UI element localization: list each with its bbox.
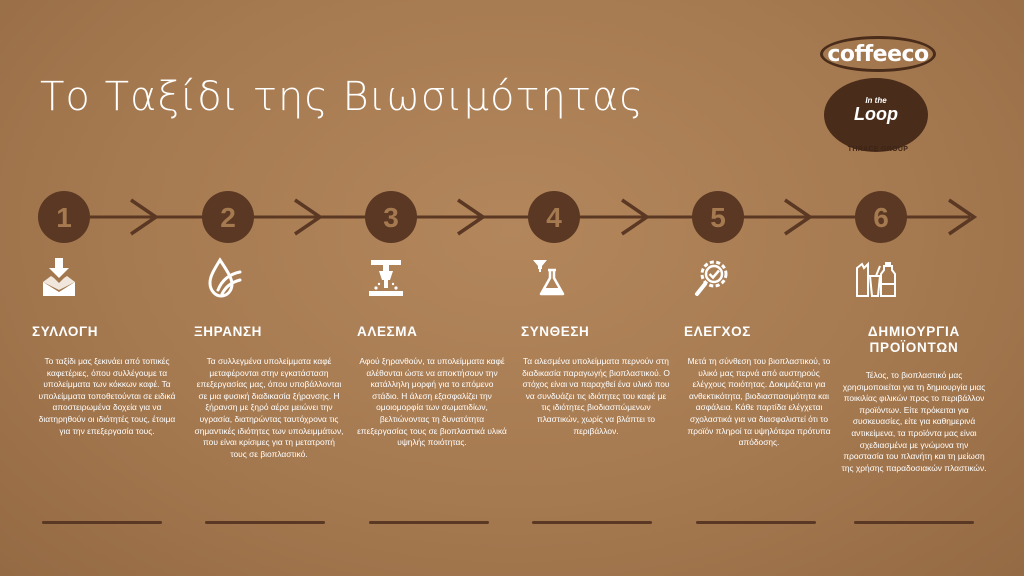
step-4 [521,256,671,437]
step-title-5: ΕΛΕΓΧΟΣ [684,324,751,339]
step-title-3: ΑΛΕΣΜΑ [357,324,418,339]
step-circle-5 [692,191,744,243]
drying-drop-icon [204,256,244,300]
logo-brand: coffeeco [827,42,929,67]
step-2 [194,256,344,460]
step-circle-3 [365,191,417,243]
step-title-4: ΣΥΝΘΕΣΗ [521,324,590,339]
step-title-1: ΣΥΛΛΟΓΗ [32,324,99,339]
step-rule-5 [696,521,816,524]
step-text-2: Τα συλλεγμένα υπολείμματα καφέ μεταφέρονται στην εγκατάσταση επεξεργασίας μας, όπου υποβάλλονται σε μια φυσική διαδικασία ξήρανσης. Η ξήρανση με ξηρό αέρα μειώνει την υγρασία, διατηρώντας ταυτόχρονα τις σημαντικές ιδιότητες των υπολειμμάτων, που είναι κρίσιμες για τη μετατροπή τους σε βιοπλαστικό. [194,356,344,459]
gear-check-magnifier-icon [692,256,736,300]
step-text-5: Μετά τη σύνθεση του βιοπλαστικού, το υλικό μας περνά από αυστηρούς ελέγχους ποιότητας. Δοκιμάζεται για ανθεκτικότητα, βιοδιασπασιμότητα και ασφάλεια. Κάθε παρτίδα ελέγχεται σχολαστικά για να διασφαλιστεί ότι το προϊόν πληροί τα υψηλότερα πρότυπα απόδοσης. [687,356,831,448]
step-circle-2 [202,191,254,243]
step-number-2: 2 [220,202,236,233]
step-text-1: Το ταξίδι μας ξεκινάει από τοπικές καφετέριες, όπου συλλέγουμε τα υπολείμματα των κόκκων καφέ. Τα υπολείμματα τοποθετούνται σε ειδικά αποστειρωμένα δοχεία για να διατηρηθούν οι ιδιότητές τους, έτοιμα για την επεξεργασία τους. [38,356,176,436]
coffeeco-logo [818,34,938,164]
lab-flask-icon [529,256,569,300]
step-text-3: Αφού ξηρανθούν, τα υπολείμματα καφέ αλέθονται ώστε να αποκτήσουν την κατάλληλη μορφή για το επόμενο στάδιο. Η άλεση εξασφαλίζει την ομοιομορφία των σωματιδίων, βελτιώνοντας τη δυνατότητα επεξεργασίας τους σε βιοπλαστικά υλικά υψηλής ποιότητας. [357,356,507,448]
step-circle-6 [855,191,907,243]
step-1 [32,256,182,437]
step-rule-2 [205,521,325,524]
step-title-6: ΔΗΜΙΟΥΡΓΙΑ ΠΡΟΪΟΝΤΩΝ [867,324,961,355]
step-6 [840,256,988,474]
step-title-2: ΞΗΡΑΝΣΗ [194,324,262,339]
step-text-6: Τέλος, το βιοπλαστικό μας χρησιμοποιείται για τη δημιουργία μιας ποικιλίας φιλικών προς το περιβάλλον προϊόντων. Είτε πρόκειται για συσκευασίες, είτε για καθημερινά αντικείμενα, τα προϊόντα μας είναι σχεδιασμένα με γνώμονα την προστασία του πλανήτη και τη μείωση της χρήσης παραδοσιακών πλαστικών. [841,370,987,473]
products-bottles-icon [854,256,902,300]
step-circle-1 [38,191,90,243]
inbox-down-arrow-icon [40,256,80,300]
step-rule-4 [532,521,652,524]
grinder-press-icon [365,256,411,300]
step-rule-3 [369,521,489,524]
step-5 [684,256,834,449]
step-number-4: 4 [546,202,562,233]
step-number-6: 6 [873,202,889,233]
step-number-1: 1 [56,202,72,233]
page-title: Το Ταξίδι της Βιωσιμότητας [40,74,644,120]
logo-tag-small: In the [865,96,887,105]
step-number-5: 5 [710,202,726,233]
step-text-4: Τα αλεσμένα υπολείμματα περνούν στη διαδικασία παραγωγής βιοπλαστικού. Ο στόχος είναι να παραχθεί ένα υλικό που να συνδυάζει τις ιδιότητες του καφέ με τις ιδιότητες βιοδιασπώμενων πλαστικών, χωρίς να βλάπτει το περιβάλλον. [522,356,670,436]
step-rule-1 [42,521,162,524]
timeline [0,186,1024,250]
logo-tag-big: Loop [854,104,898,124]
step-number-3: 3 [383,202,399,233]
step-circle-4 [528,191,580,243]
logo-group: THRACE GROUP [847,146,909,153]
step-rule-6 [854,521,974,524]
step-3 [357,256,507,449]
